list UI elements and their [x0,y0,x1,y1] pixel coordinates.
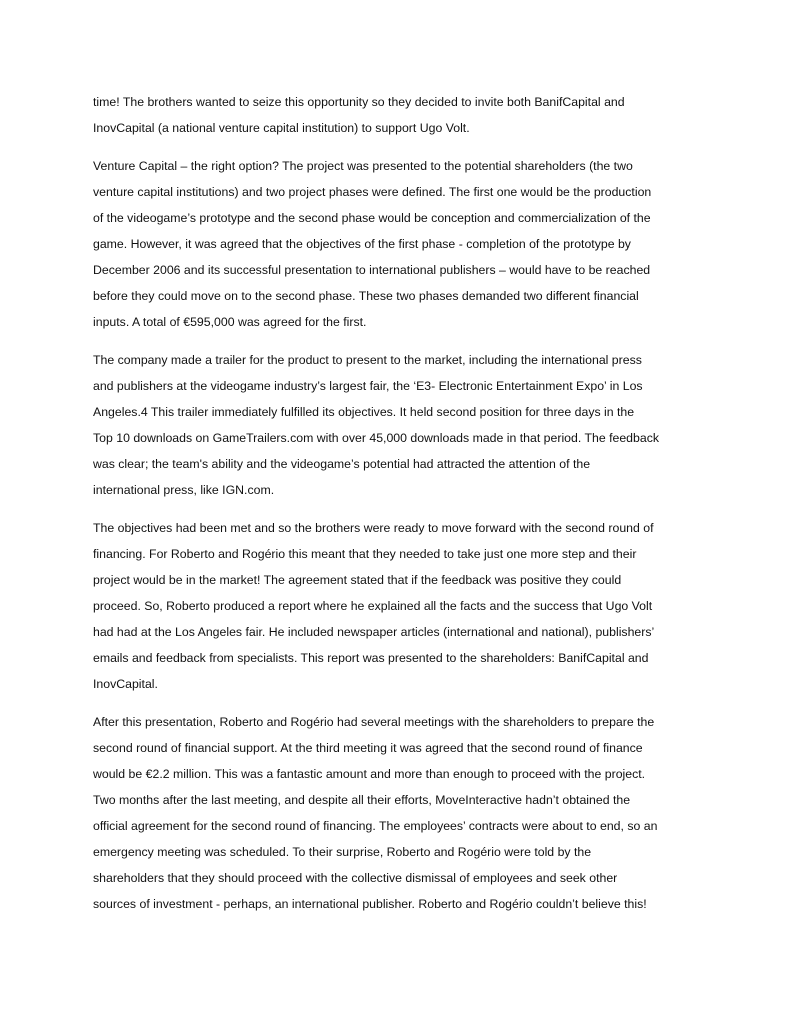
text-line: The company made a trailer for the product to present to the market, including the international press [93,353,642,367]
text-line: The objectives had been met and so the brothers were ready to move forward with the second round of [93,521,654,535]
text-line: After this presentation, Roberto and Rogério had several meetings with the shareholders to prepare the [93,715,655,729]
text-line: proceed. So, Roberto produced a report where he explained all the facts and the success that Ugo Volt [93,599,653,613]
text-line: had had at the Los Angeles fair. He included newspaper articles (international and national), publishers’ [93,625,655,639]
text-line: time! The brothers wanted to seize this opportunity so they decided to invite both BanifCapital and [93,95,625,109]
text-line: InovCapital. [93,677,158,691]
text-line: December 2006 and its successful presentation to international publishers – would have to be reached [93,263,651,277]
paragraph [93,347,705,503]
text-line: inputs. A total of €595,000 was agreed for the first. [93,315,367,329]
text-line: sources of investment - perhaps, an international publisher. Roberto and Rogério couldn’t believe this! [93,897,647,911]
text-line: emergency meeting was scheduled. To their surprise, Roberto and Rogério were told by the [93,845,592,859]
text-line: would be €2.2 million. This was a fantastic amount and more than enough to proceed with the project. [93,767,646,781]
text-line: InovCapital (a national venture capital institution) to support Ugo Volt. [93,121,470,135]
text-line: was clear; the team's ability and the videogame’s potential had attracted the attention of the [93,457,591,471]
text-line: shareholders that they should proceed with the collective dismissal of employees and seek other [93,871,618,885]
paragraph [93,709,705,917]
text-line: Angeles.4 This trailer immediately fulfilled its objectives. It held second position for three days in the [93,405,635,419]
text-line: and publishers at the videogame industry’s largest fair, the ‘E3- Electronic Entertainment Expo’ in Los [93,379,643,393]
text-line: Venture Capital – the right option? The project was presented to the potential shareholders (the two [93,159,633,173]
text-line: venture capital institutions) and two project phases were defined. The first one would be the production [93,185,652,199]
text-line: before they could move on to the second phase. These two phases demanded two different financial [93,289,639,303]
paragraph [93,89,705,141]
text-line: second round of financial support. At the third meeting it was agreed that the second round of finance [93,741,643,755]
text-line: Top 10 downloads on GameTrailers.com with over 45,000 downloads made in that period. The feedback [93,431,659,445]
text-line: of the videogame’s prototype and the second phase would be conception and commercialization of the [93,211,651,225]
text-line: international press, like IGN.com. [93,483,275,497]
text-line: financing. For Roberto and Rogério this meant that they needed to take just one more step and their [93,547,637,561]
text-line: project would be in the market! The agreement stated that if the feedback was positive they could [93,573,622,587]
text-line: game. However, it was agreed that the objectives of the first phase - completion of the prototype by [93,237,631,251]
paragraph [93,515,705,697]
text-line: Two months after the last meeting, and despite all their efforts, MoveInteractive hadn’t obtained the [93,793,631,807]
text-line: emails and feedback from specialists. This report was presented to the shareholders: BanifCapital and [93,651,649,665]
paragraph [93,153,705,335]
text-line: official agreement for the second round of financing. The employees’ contracts were about to end, so an [93,819,658,833]
document-body [93,89,705,929]
